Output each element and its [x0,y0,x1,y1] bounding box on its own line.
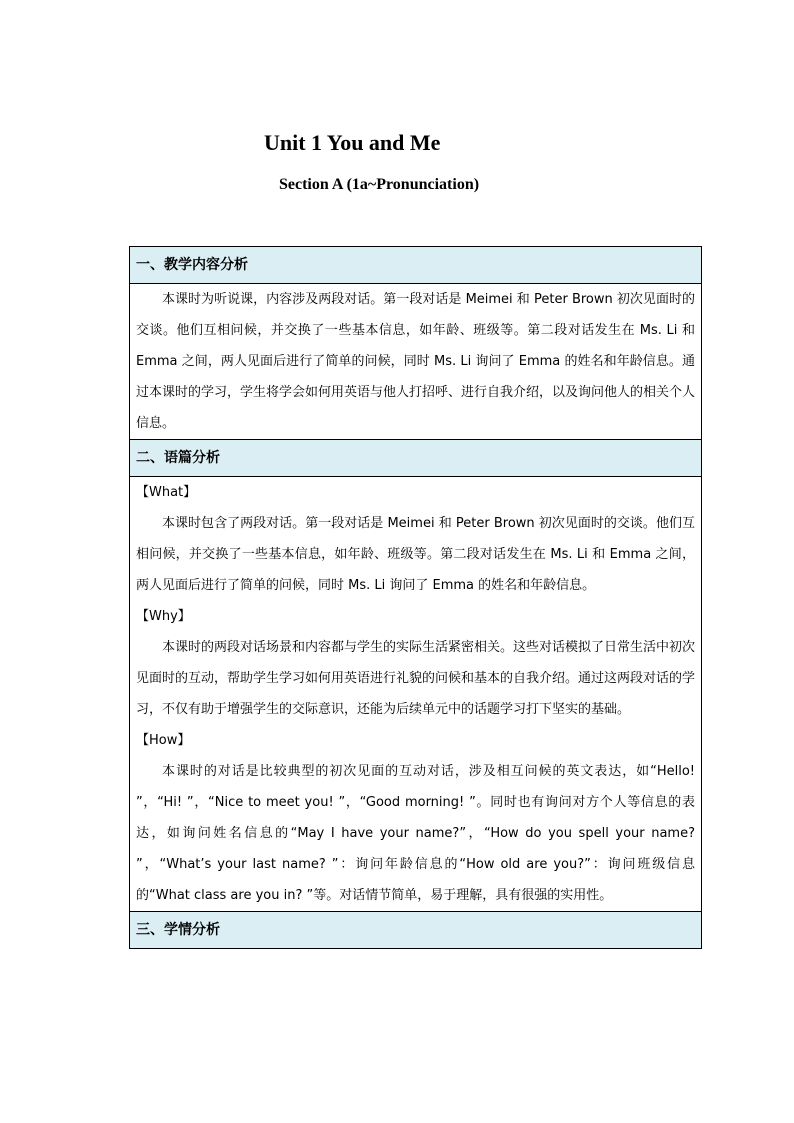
what-tag: 【What】 [136,485,197,500]
section-body-content-analysis [130,284,702,440]
table-row [130,284,702,440]
table-row [130,912,702,949]
why-paragraph: 本课时的两段对话场景和内容都与学生的实际生活紧密相关。这些对话模拟了日常生活中初次见面时的互动，帮助学生学习如何用英语进行礼貌的问候和基本的自我介绍。通过这两段对话的学习，不仅有助于增强学生的交际意识，还能为后续单元中的话题学习打下坚实的基础。 [136,640,696,717]
what-paragraph: 本课时包含了两段对话。第一段对话是 Meimei 和 Peter Brown 初次见面时的交谈。他们互相问候，并交换了一些基本信息，如年龄、班级等。第二段对话发生在 Ms. Li 和 Emma 之间，两人见面后进行了简单的问候，同时 Ms. Li 询问了 Emma 的姓名和年龄信息。 [136,516,695,593]
table-row [130,247,702,284]
section-heading-student-analysis: 三、学情分析 [130,912,702,949]
table-row [130,440,702,477]
why-tag: 【Why】 [136,609,191,624]
table-row [130,477,702,912]
paragraph: 本课时为听说课，内容涉及两段对话。第一段对话是 Meimei 和 Peter Brown 初次见面时的交谈。他们互相问候，并交换了一些基本信息，如年龄、班级等。第二段对话发生在 Ms. Li 和 Emma 之间，两人见面后进行了简单的问候，同时 Ms. Li 询问了 Emma 的姓名和年龄信息。通过本课时的学习，学生将学会如何用英语与他人打招呼、进行自我介绍，以及询问他人的相关个人信息。 [136,292,696,431]
lesson-plan-table [129,246,702,949]
document-title: Unit 1 You and Me [264,130,441,155]
section-heading-text-analysis: 二、语篇分析 [130,440,702,477]
how-paragraph: 本课时的对话是比较典型的初次见面的互动对话，涉及相互问候的英文表达，如“Hello! ”，“Hi! ”，“Nice to meet you! ”，“Good morning! ”。同时也有询问对方个人等信息的表达，如询问姓名信息的“May I have your name?”，“How do you spell your name? ”，“What’s your last name? ”：询问年龄信息的“How old are you?”：询问班级信息的“What class are you in? ”等。对话情节简单，易于理解，具有很强的实用性。 [136,764,695,903]
document-subtitle: Section A (1a~Pronunciation) [279,176,480,193]
section-body-text-analysis [130,477,702,912]
section-heading-content-analysis: 一、教学内容分析 [130,247,702,284]
how-tag: 【How】 [136,733,191,748]
